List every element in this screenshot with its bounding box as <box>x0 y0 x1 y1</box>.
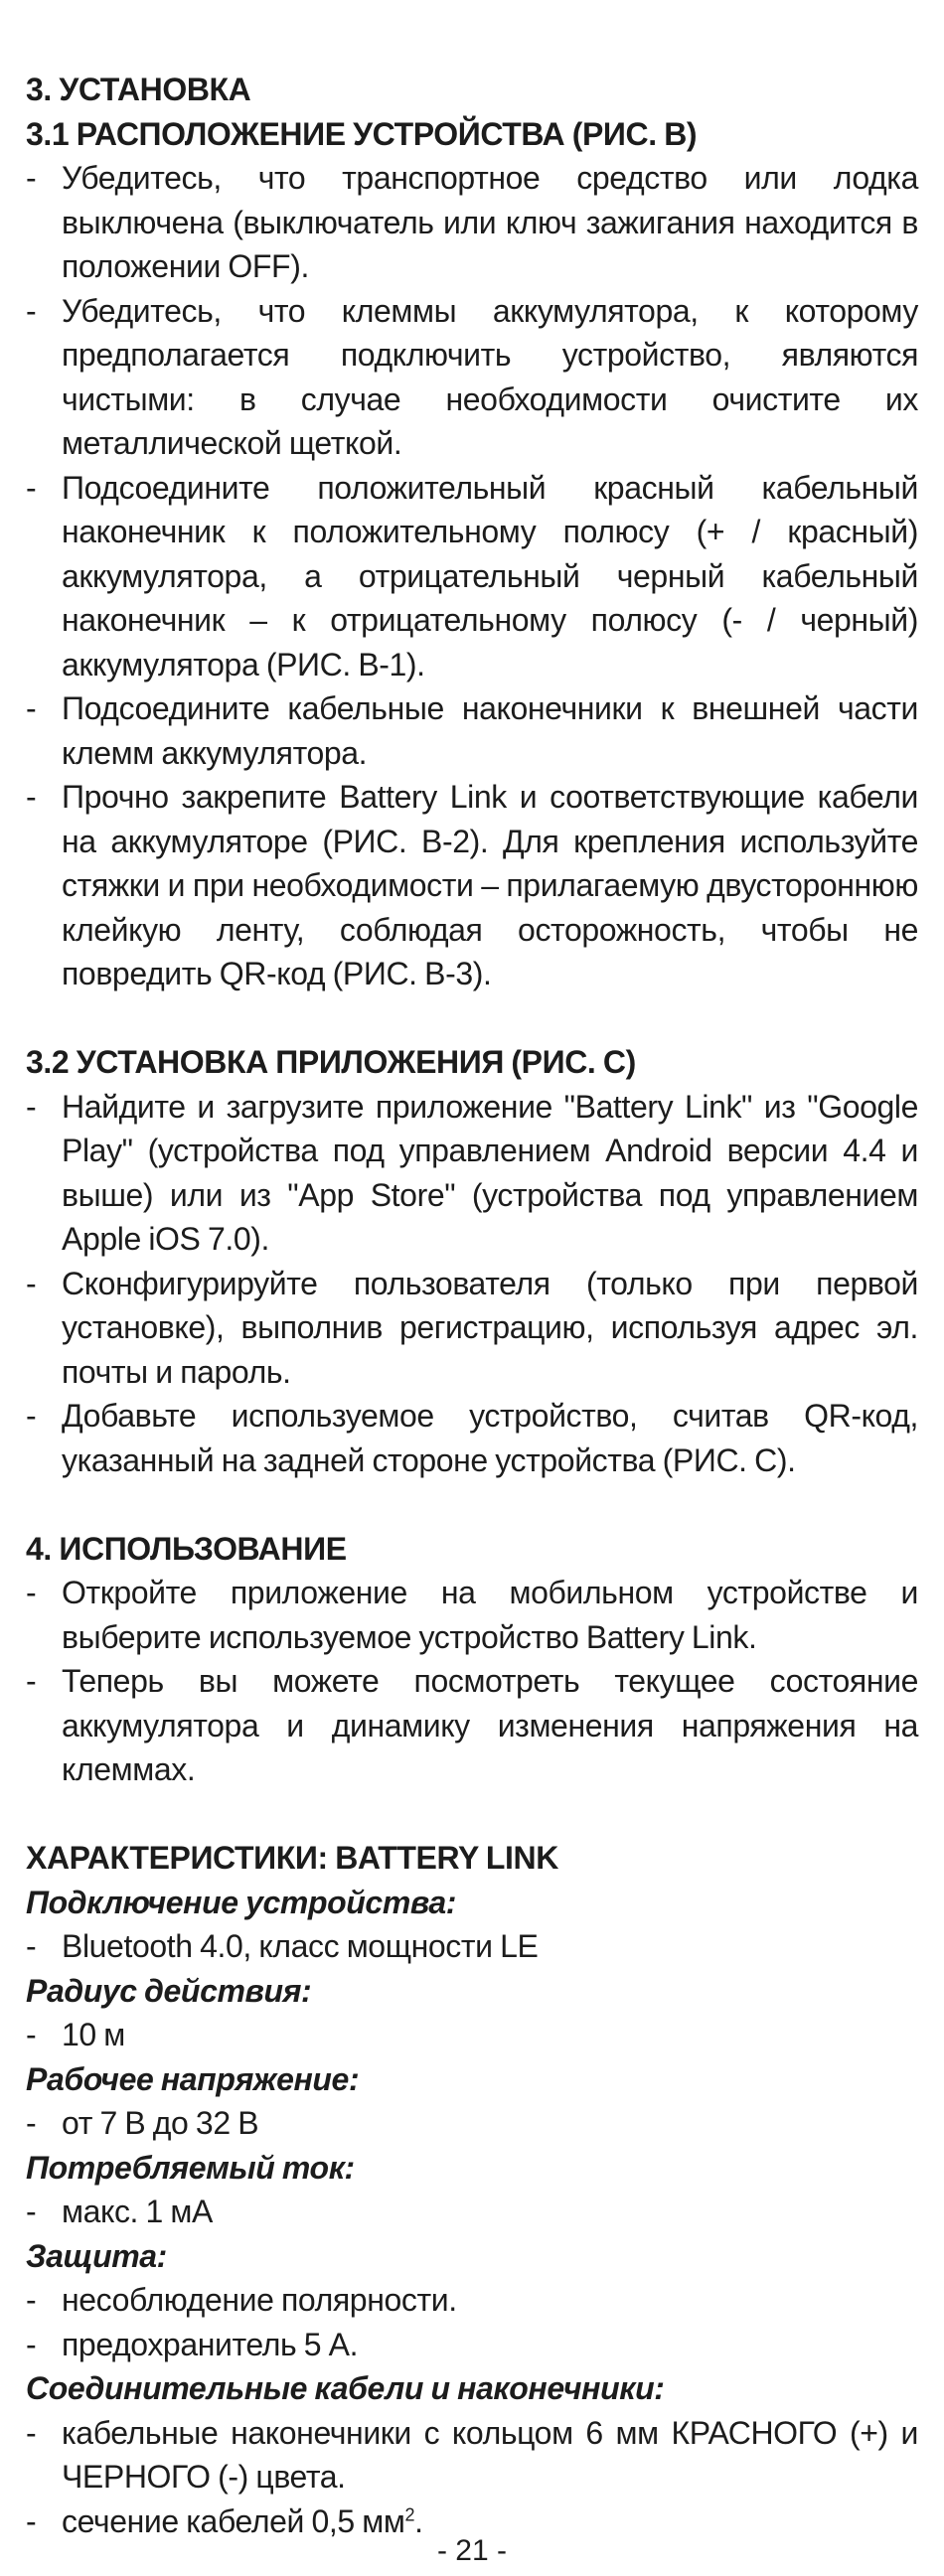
document-page <box>26 68 918 2543</box>
list-item: - Bluetooth 4.0, класс мощности LE <box>26 1924 918 1969</box>
list-item: - Убедитесь, что транспортное средство или лодка выключена (выключатель или ключ зажигания находится в положении OFF). <box>26 156 918 289</box>
section-3-1-list <box>26 156 918 996</box>
spec-current-label: Потребляемый ток: <box>26 2149 355 2186</box>
section-3-1-heading: 3.1 РАСПОЛОЖЕНИЕ УСТРОЙСТВА (РИС. В) <box>26 115 698 152</box>
list-item: - кабельные наконечники с кольцом 6 мм КРАСНОГО (+) и ЧЕРНОГО (-) цвета. <box>26 2411 918 2500</box>
list-item: - Откройте приложение на мобильном устройстве и выберите используемое устройство Battery Link. <box>26 1571 918 1659</box>
list-item: - Найдите и загрузите приложение "Battery Link" из "Google Play" (устройства под управлением Android версии 4.4 и выше) или из "App Store" (устройства под управлением Apple iOS 7.0). <box>26 1085 918 1262</box>
section-4-list <box>26 1571 918 1792</box>
list-item: - несоблюдение полярности. <box>26 2278 918 2323</box>
spec-protection-list <box>26 2278 918 2366</box>
list-item: - Прочно закрепите Battery Link и соответствующие кабели на аккумуляторе (РИС. В-2). Для крепления используйте стяжки и при необходимости – прилагаемую двустороннюю клейкую ленту, соблюдая осторожность, чтобы не повредить QR-код (РИС. В-3). <box>26 775 918 996</box>
spec-range-label: Радиус действия: <box>26 1972 312 2009</box>
spacer <box>26 1482 918 1527</box>
list-item: - Подсоедините положительный красный кабельный наконечник к положительному полюсу (+ / красный) аккумулятора, а отрицательный черный кабельный наконечник – к отрицательному полюсу (- / черный) аккумулятора (РИС. В-1). <box>26 466 918 687</box>
spec-connection-list <box>26 1924 918 1969</box>
spec-range-list <box>26 2013 918 2057</box>
section-4-heading: 4. ИСПОЛЬЗОВАНИЕ <box>26 1530 347 1567</box>
list-item: - Сконфигурируйте пользователя (только при первой установке), выполнив регистрацию, используя адрес эл. почты и пароль. <box>26 1262 918 1395</box>
spec-voltage-list <box>26 2101 918 2146</box>
section-3-heading: 3. УСТАНОВКА <box>26 72 251 107</box>
spec-current-list <box>26 2190 918 2234</box>
list-item: - от 7 В до 32 В <box>26 2101 918 2146</box>
specs-heading: ХАРАКТЕРИСТИКИ: BATTERY LINK <box>26 1840 558 1876</box>
spacer <box>26 996 918 1041</box>
list-item: - Подсоедините кабельные наконечники к внешней части клемм аккумулятора. <box>26 686 918 775</box>
spec-protection-label: Защита: <box>26 2237 167 2274</box>
list-item: - Теперь вы можете посмотреть текущее состояние аккумулятора и динамику изменения напряжения на клеммах. <box>26 1659 918 1792</box>
list-item: - макс. 1 мА <box>26 2190 918 2234</box>
list-item: - предохранитель 5 А. <box>26 2323 918 2367</box>
spec-cables-list <box>26 2411 918 2544</box>
list-item: - 10 м <box>26 2013 918 2057</box>
spec-voltage-label: Рабочее напряжение: <box>26 2060 360 2097</box>
cable-section-text: сечение кабелей 0,5 мм <box>62 2502 405 2539</box>
list-item: - Убедитесь, что клеммы аккумулятора, к которому предполагается подключить устройство, являются чистыми: в случае необходимости очистите их металлической щеткой. <box>26 289 918 466</box>
spacer <box>26 1792 918 1837</box>
list-item: - Добавьте используемое устройство, считав QR-код, указанный на задней стороне устройства (РИС. С). <box>26 1394 918 1482</box>
cable-section-end: . <box>414 2502 423 2539</box>
spec-cables-label: Соединительные кабели и наконечники: <box>26 2370 665 2406</box>
page-number: - 21 - <box>436 2534 508 2567</box>
spec-connection-label: Подключение устройства: <box>26 1884 457 1920</box>
section-3-2-list <box>26 1085 918 1483</box>
section-3-2-heading: 3.2 УСТАНОВКА ПРИЛОЖЕНИЯ (РИС. С) <box>26 1044 636 1080</box>
cable-section-superscript: 2 <box>404 2503 415 2524</box>
